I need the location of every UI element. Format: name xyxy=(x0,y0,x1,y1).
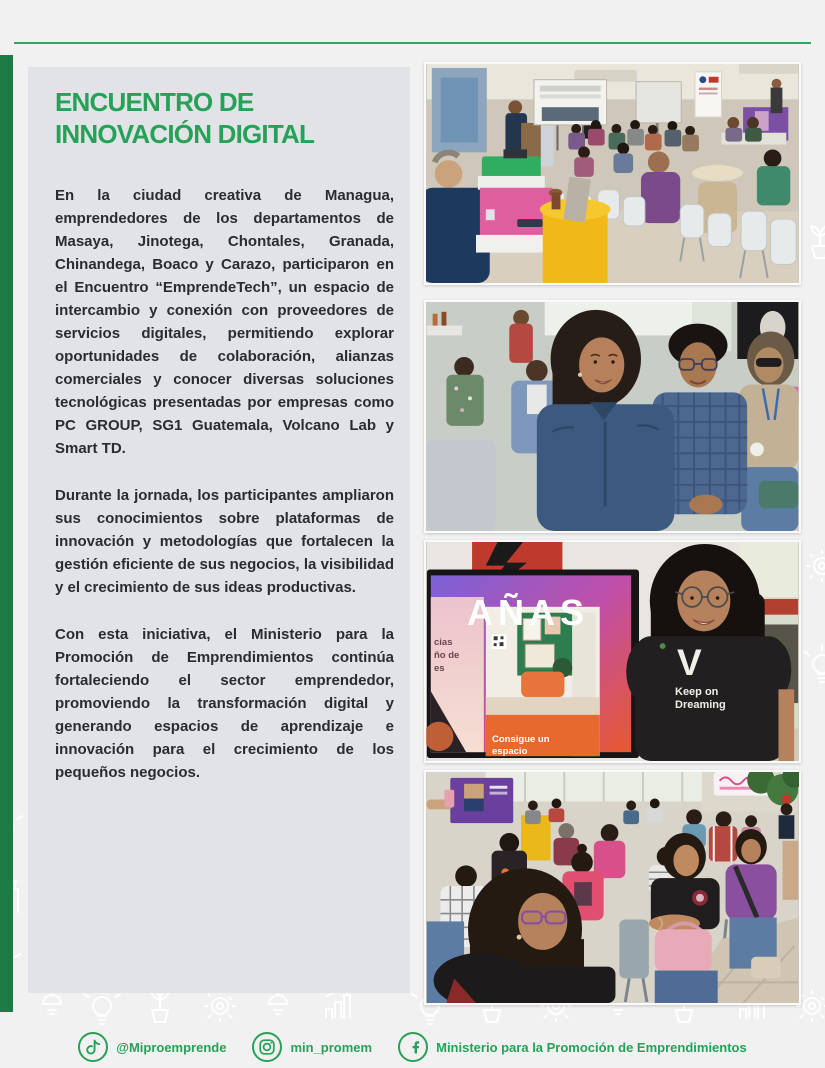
participants-illustration xyxy=(426,302,799,531)
screen-side-line-2: ño de xyxy=(434,650,460,661)
footer-social-bar xyxy=(0,1026,825,1068)
left-accent-bar xyxy=(0,55,13,1012)
facebook-name: Ministerio para la Promoción de Emprendimientos xyxy=(436,1039,747,1055)
photo-audience xyxy=(424,770,801,1005)
facebook-link[interactable] xyxy=(398,1032,747,1062)
article-paragraph-3: Con esta iniciativa, el Ministerio para la Promoción de Emprendimientos continúa fortaleciendo el sector emprendedor, promoviendo la transformación digital y generando espacios de aprendizaje e innovación para el crecimiento de los pequeños negocios. xyxy=(55,626,394,782)
screen-side-line-3: es xyxy=(434,663,445,674)
article-paragraph-1: En la ciudad creativa de Managua, emprendedores de los departamentos de Masaya, Jinotega, Chontales, Granada, Chinandega, Boaco y Carazo, participaron en el Encuentro “EmprendeTech”, un espacio de intercambio y conexión con proveedores de servicios digitales, permitiendo explorar oportunidades de colaboración, alianzas comerciales y conocer diversas soluciones tecnológicas presentadas por empresas como PC GROUP, SG1 Guatemala, Volcano Lab y Smart TD. xyxy=(55,187,394,458)
tiktok-link[interactable] xyxy=(78,1032,226,1062)
audience-illustration xyxy=(426,772,799,1003)
tiktok-icon xyxy=(78,1032,108,1062)
screen-side-line-1: cias xyxy=(434,637,453,648)
instagram-link[interactable] xyxy=(252,1032,372,1062)
article-panel xyxy=(28,67,410,993)
tshirt-logo-letter: V xyxy=(677,642,702,683)
top-divider-line xyxy=(14,42,811,44)
photo-participants-seated xyxy=(424,300,801,533)
instagram-icon xyxy=(252,1032,282,1062)
tshirt-slogan-text: Keep on Dreaming xyxy=(675,686,726,711)
photo-emprendetech-screen xyxy=(424,540,801,763)
facebook-icon xyxy=(398,1032,428,1062)
article-title: ENCUENTRO DE INNOVACIÓN DIGITAL xyxy=(55,87,315,149)
conference-room-illustration xyxy=(426,64,799,283)
article-paragraph-2: Durante la jornada, los participantes ampliaron sus conocimientos sobre plataformas de innovación y metodologías que fortalecen la gestión eficiente de sus negocios, la visibilidad y el crecimiento de sus ideas productivas. xyxy=(55,487,394,597)
photo-conference-room xyxy=(424,62,801,285)
screen-headline-text: AÑAS xyxy=(466,592,589,633)
tiktok-handle: @Miproemprende xyxy=(116,1039,227,1055)
instagram-handle: min_promem xyxy=(290,1039,373,1055)
poster-caption-text: Consigue un espacio xyxy=(492,734,550,757)
screen-and-participant-illustration xyxy=(426,542,799,761)
screen-side-text xyxy=(434,636,459,675)
